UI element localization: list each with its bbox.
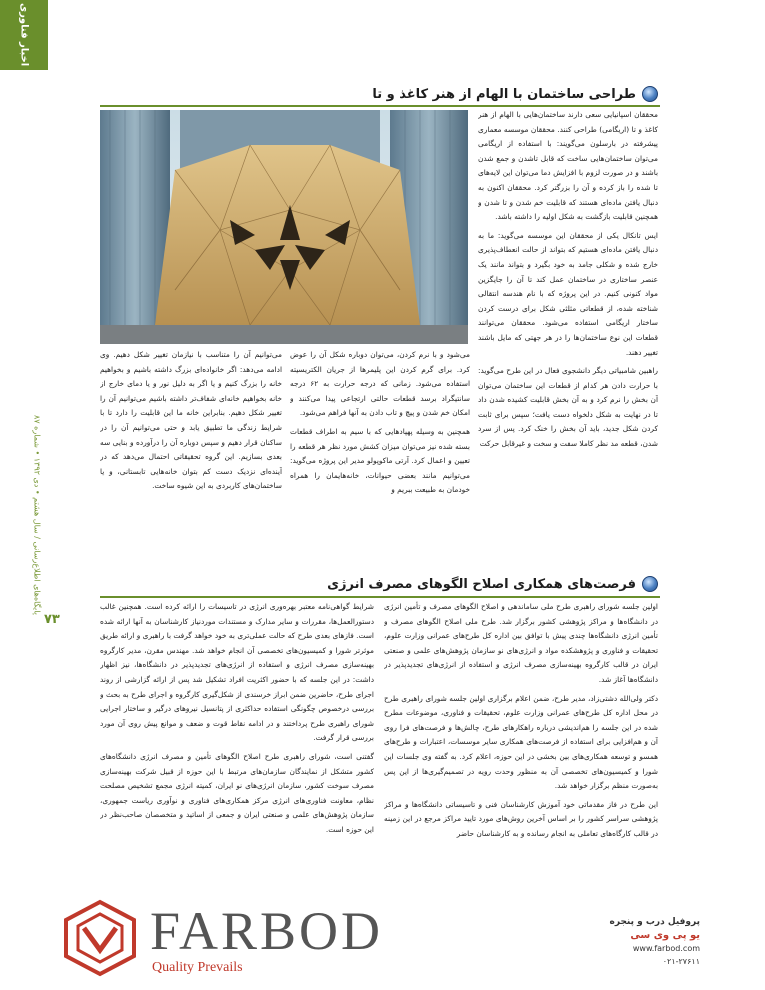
article1-title: طراحی ساختمان با الهام از هنر کاغذ و تا — [372, 86, 636, 102]
article1-paragraph: همچنین به وسیله پهپادهایی که با سیم به اطراف قطعات بسته شده نیز می‌توان میزان کشش مورد نظر هر قطعه را تعیین و اعمال کرد. آرتی ماکوپولو مدیر این پروژه می‌گوید: می‌توانیم مانند بعضی حیوانات، خانه‌هایمان را همراه خودمان به طبیعت ببریم و — [290, 426, 470, 495]
brand-slogan: Quality Prevails — [152, 960, 243, 975]
globe-bullet-icon — [642, 576, 658, 592]
article2-paragraph: دکتر ولی‌الله دشتی‌زاد، مدیر طرح، ضمن اعلام برگزاری اولین جلسه شورای راهبری طرح در محل اداره کل طرح‌های عمرانی وزارت علوم، تحقیقات و فناوری، موضوعات مطرح شده در این جلسه را هم‌اندیشی درباره راهکارهای طرح، چالش‌ها و فرصت‌های فرا روی آن و هم‌افزایی برای استفاده از فرصت‌های همکاری سایر موسسات، اعتبارات و طرح‌های همسو و توسعه همکاری‌های بین بخشی در این حوزه، اعلام کرد. به گفته وی جلسات این شورا و کمیسیون‌های تخصصی آن به منظور وحدت رویه در تصمیم‌گیری‌ها از این پس به‌صورت منظم برگزار خواهد شد. — [384, 693, 658, 791]
article1-column-right — [478, 108, 658, 546]
farbod-logo-icon — [60, 898, 140, 978]
article2-headline — [300, 574, 658, 594]
article2-title: فرصت‌های همکاری اصلاح الگوهای مصرف انرژی — [327, 576, 636, 592]
issue-strip — [30, 415, 44, 615]
article1-rule — [100, 105, 660, 107]
article2-paragraph: این طرح در فاز مقدماتی خود آموزش کارشناسان فنی و تاسیساتی دانشگاه‌ها و مراکز پژوهشی سراسر کشور را بر اساس آخرین روش‌های مورد تایید مراکز مرجع در این زمینه در قالب کارگاه‌های تعاملی به انجام رسانده و به کارشناسان حاضر — [384, 799, 658, 838]
page-number: ۷۳ — [44, 612, 60, 627]
article1-column-left — [100, 348, 282, 546]
article2-paragraph: گفتنی است، شورای راهبری طرح اصلاح الگوهای تأمین و مصرف انرژی دانشگاه‌های کشور متشکل از نمایندگان سازمان‌های مرتبط با این حوزه از قبیل شرکت بهینه‌سازی مصرف سوخت کشور، سازمان انرژی‌های نو ایران، کمیته انرژی مجمع تشخیص مصلحت نظام، معاونت فناوری‌های انرژی مرکز همکاری‌های فناوری و نوآوری ریاست جمهوری، سازمان پژوهش‌های علمی و صنعتی ایران و جمعی از اساتید و متخصصان صاحب‌نظر در این حوزه است. — [100, 751, 374, 834]
section-tab-label: اخبار فناوری — [18, 3, 30, 67]
article1-column-middle — [290, 348, 470, 546]
article1-paragraph: می‌توانیم آن را متناسب با نیازمان تغییر شکل دهیم. وی ادامه می‌دهد: اگر خانواده‌ای بزرگ داشته باشیم و بخواهیم خانه را بزرگ کنیم و یا اگر به دلیل نور و یا دمای خارج از خانه بخواهیم خانه‌ای شفاف‌تر داشته باشیم می‌توانیم آن را تغییر شکل دهیم. بنابراین خانه ما این قابلیت را دارد تا با شرایط زندگی ما تطبیق یابد و حتی می‌توانیم آن را در ساکنان قرار دهیم و سپس دوباره آن را درآورده و بنایی سه بعدی بسازیم. این گروه تحقیقاتی احتمال می‌دهد که در آینده‌ای نزدیک دست کم بتوان خانه‌هایی تابستانی، و یا ساختمان‌های کاربردی به این شیوه ساخت. — [100, 350, 282, 491]
article2-paragraph: شرایط گواهی‌نامه معتبر بهره‌وری انرژی در تاسیسات را ارائه کرده است. همچنین غالب دستورالعمل‌ها، مقررات و سایر مدارک و مستندات موردنیاز کارشناسان به آنها ارائه شده است. فازهای بعدی طرح که حالت عملی‌تری به خود خواهد گرفت با راهبری و ارائه طریق موثرتر شورا و کمیسیون‌های تخصصی آن انجام خواهد شد. مهندس مقرن، مدیر کارگروه بهینه‌سازی مصرف انرژی و استفاده از انرژی‌های تجدیدپذیر در دانشگاه‌ها، نیز اظهار داشت: در این جلسه که با حضور اکثریت افراد تشکیل شد پس از ارائه گزارشی از روند اجرای طرح، حاضرین ضمن ابراز خرسندی از شکل‌گیری کارگروه و اجرای طرح به بحث و بررسی درخصوص چگونگی استفاده حداکثری از پتانسیل نیروهای درگیر و ساختار اجرایی شورای راهبری طرح پرداختند و در ادامه نقاط قوت و ضعف و موانع پیش روی آن مورد بررسی قرار گرفت. — [100, 602, 374, 743]
article2-rule — [100, 596, 660, 598]
origami-building-photo — [100, 110, 468, 344]
section-tab — [0, 0, 48, 70]
article1-paragraph: می‌شود و با نرم کردن، می‌توان دوباره شکل آن را عوض کرد. برای گرم کردن این پلیمرها از جریان الکتریسیته استفاده می‌شود. زمانی که درجه حرارت به ۶۲ درجه سانتیگراد برسد قطعات حالتی ارتجاعی پیدا می‌کنند و امکان خم شدن و پیچ و تاب دادن به آنها فراهم می‌شود. — [290, 350, 470, 418]
article1-paragraph: ایس تانکال یکی از محققان این موسسه می‌گوید: ما به دنبال یافتن ماده‌ای هستیم که بتواند از حالت انعطاف‌پذیری خارج شده و شکلی جامد به خود بگیرد و بتواند مانند یک عنصر ساختاری در ساختمان عمل کند تا آن را جایگزین مواد کنونی کنیم. در این پروژه که با نام هندسه انتقالی شناخته شده، از قطعاتی مثلثی شکل برای درست کردن ساختار اریگامی استفاده می‌شود. محققان می‌توانند قطعات این نوع ساختمان‌ها را در هر جهتی که مایل باشند تغییر دهند. — [478, 230, 658, 357]
article1-paragraph: محققان اسپانیایی سعی دارند ساختمان‌هایی با الهام از هنر کاغذ و تا (اریگامی) طراحی کنند. محققان موسسه معماری پیشرفته در بارسلون می‌گویند: با استفاده از اریگامی می‌توان ساختمان‌هایی ساخت که قابل تاشدن و جمع شدن باشند و در صورت لزوم با افزایش دما می‌توان این لایه‌های تا شده را باز کرده و آن را بزرگتر کرد. محققان اکنون به دنبال یافتن ماده‌ای هستند که قابلیت خم شدن و تا شدن و همچنین قابلیت بازگشت به شکل اولیه را داشته باشد. — [478, 110, 658, 222]
ad-product-type: یو پی وی سی — [630, 930, 700, 941]
origami-building-image — [100, 110, 468, 344]
article1-headline — [280, 84, 658, 104]
article2-column-right — [384, 600, 658, 890]
farbod-advertisement[interactable] — [0, 888, 765, 990]
ad-phone: ۰۲۱-۲۷۶۱۱ — [662, 957, 700, 966]
article2-column-left — [100, 600, 374, 890]
ad-website[interactable]: www.farbod.com — [632, 944, 700, 953]
brand-name: FARBOD — [150, 901, 384, 961]
article1-paragraph: راهبین شامبیاتی دیگر دانشجوی فعال در این طرح می‌گوید: با حرارت دادن هر کدام از قطعات این ساختمان می‌توان آن بخش را نرم کرد و به آن بخش قابلیت کشیده شدن داد تا در نهایت به شکل دلخواه دست یافت؛ سپس برای ثابت کردن شکل جدید، باید آن بخش را خنک کرد. پس از سرد شدن، قطعه مد نظر کاملا سفت و سخت و غیرقابل حرکت — [478, 366, 658, 449]
article2-paragraph: اولین جلسه شورای راهبری طرح ملی ساماندهی و اصلاح الگوهای مصرف و تأمین انرژی در دانشگاه‌ها و مراکز پژوهشی کشور برگزار شد. طرح ملی اصلاح الگوهای مصرف و تأمین انرژی دانشگاه‌ها چندی پیش با توافق بین اداره کل طرح‌های عمرانی وزارت علوم، تحقیقات و فناوری و پژوهشکده مواد و انرژی‌های نو سازمان پژوهش‌های علمی و صنعتی ایران در قالب کارگروه بهینه‌سازی مصرف انرژی و استفاده از انرژی‌های تجدیدپذیر در دانشگاه‌ها آغاز شد. — [384, 602, 658, 684]
globe-bullet-icon — [642, 86, 658, 102]
ad-product-line: پروفیل درب و پنجره — [609, 917, 700, 927]
ad-contact-block — [560, 916, 700, 968]
issue-text: پایگاه‌های اطلاع‌رسانی / سال هشتم • دی ۱۳۹۲ • شماره ۸۷ — [32, 415, 42, 615]
